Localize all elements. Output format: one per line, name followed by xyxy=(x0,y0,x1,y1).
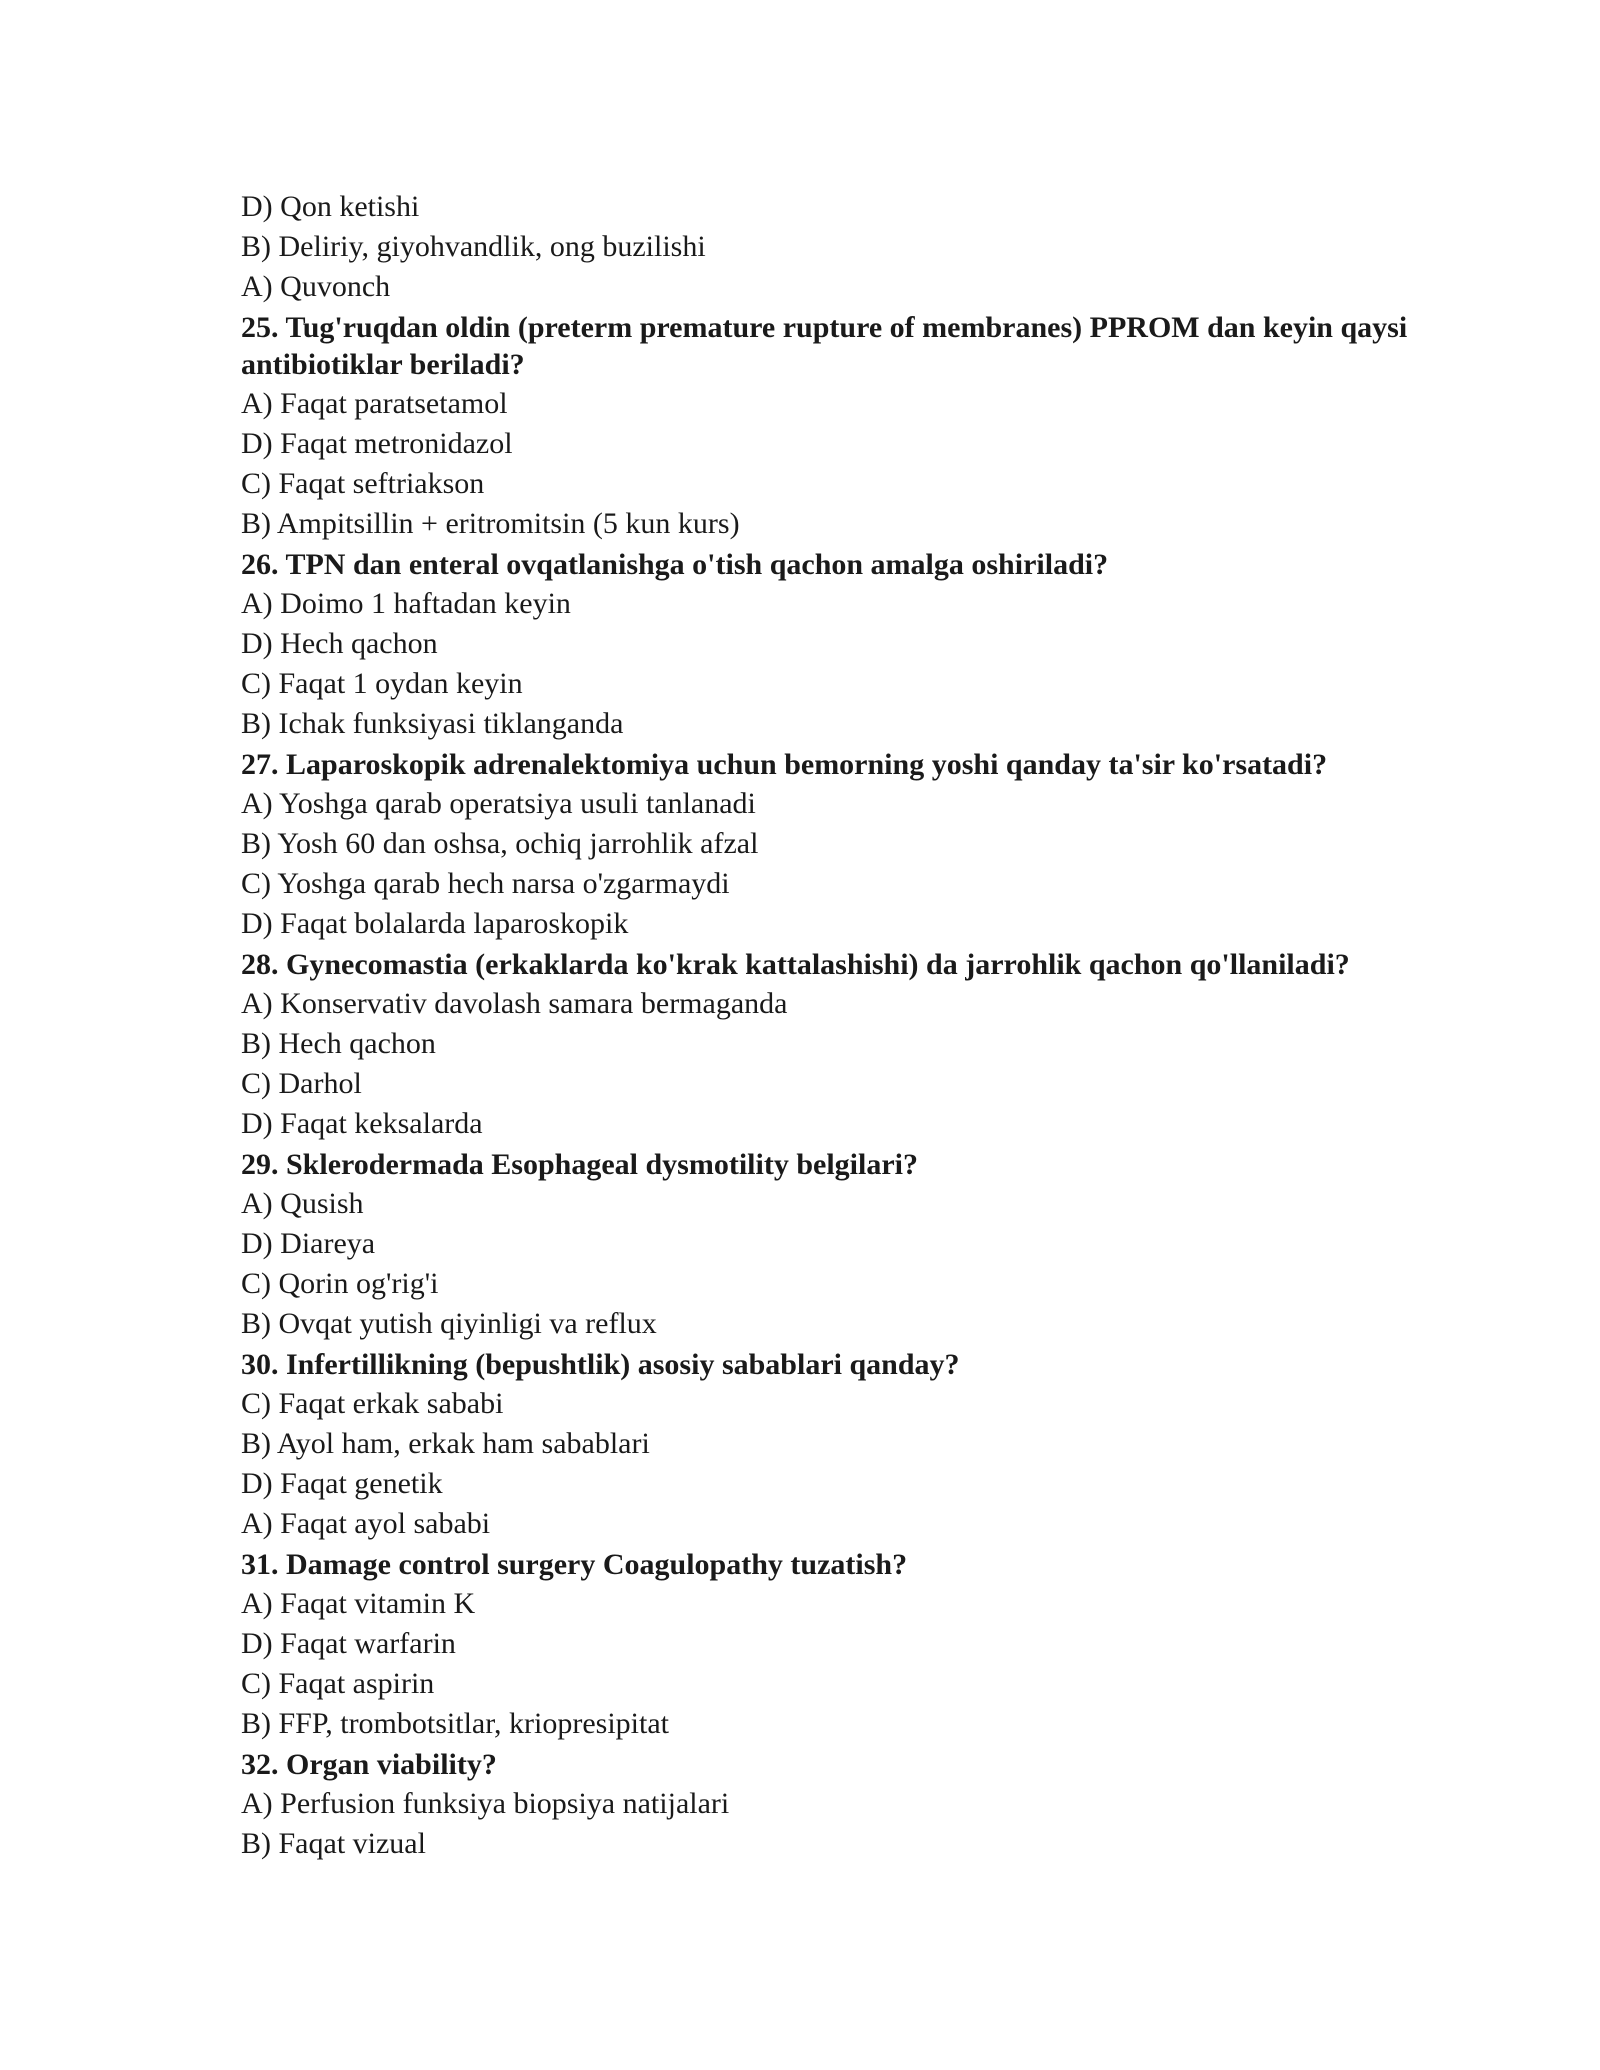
option-line: A) Qusish xyxy=(241,1187,364,1220)
question-heading: 28. Gynecomastia (erkaklarda ko'krak kattalashishi) da jarrohlik qachon qo'llaniladi? xyxy=(241,948,1350,981)
option-line: C) Faqat seftriakson xyxy=(241,467,485,500)
option-line: D) Faqat warfarin xyxy=(241,1627,456,1660)
option-line: B) Ichak funksiyasi tiklanganda xyxy=(241,707,624,740)
option-line: B) Ampitsillin + eritromitsin (5 kun kurs) xyxy=(241,507,740,540)
option-line: D) Diareya xyxy=(241,1227,376,1260)
question-heading: 32. Organ viability? xyxy=(241,1748,497,1781)
question-heading: 25. Tug'ruqdan oldin (preterm premature rupture of membranes) PPROM dan keyin qaysi antibiotiklar beriladi? xyxy=(241,311,1408,381)
question-heading: 31. Damage control surgery Coagulopathy tuzatish? xyxy=(241,1548,908,1581)
option-line: A) Doimo 1 haftadan keyin xyxy=(241,587,571,620)
option-line: A) Yoshga qarab operatsiya usuli tanlanadi xyxy=(241,787,756,820)
option-line: C) Faqat 1 oydan keyin xyxy=(241,667,523,700)
option-line: B) Hech qachon xyxy=(241,1027,436,1060)
option-line: A) Faqat ayol sababi xyxy=(241,1507,491,1540)
option-line: B) Ayol ham, erkak ham sabablari xyxy=(241,1427,650,1460)
option-line: B) FFP, trombotsitlar, kriopresipitat xyxy=(241,1707,669,1740)
option-line: D) Faqat bolalarda laparoskopik xyxy=(241,907,629,940)
option-line: D) Qon ketishi xyxy=(241,190,420,223)
question-heading: 30. Infertillikning (bepushtlik) asosiy sabablari qanday? xyxy=(241,1348,960,1381)
option-line: C) Faqat aspirin xyxy=(241,1667,435,1700)
question-heading: 29. Sklerodermada Esophageal dysmotility belgilari? xyxy=(241,1148,918,1181)
option-line: C) Yoshga qarab hech narsa o'zgarmaydi xyxy=(241,867,730,900)
option-line: C) Qorin og'rig'i xyxy=(241,1267,439,1300)
option-line: C) Darhol xyxy=(241,1067,362,1100)
option-line: A) Faqat paratsetamol xyxy=(241,387,508,420)
question-heading: 27. Laparoskopik adrenalektomiya uchun bemorning yoshi qanday ta'sir ko'rsatadi? xyxy=(241,748,1328,781)
option-line: B) Faqat vizual xyxy=(241,1827,426,1860)
option-line: A) Faqat vitamin K xyxy=(241,1587,476,1620)
option-line: B) Ovqat yutish qiyinligi va reflux xyxy=(241,1307,657,1340)
option-line: D) Hech qachon xyxy=(241,627,438,660)
option-line: B) Deliriy, giyohvandlik, ong buzilishi xyxy=(241,230,706,263)
option-line: D) Faqat metronidazol xyxy=(241,427,513,460)
document-body xyxy=(241,187,1421,1864)
option-line: B) Yosh 60 dan oshsa, ochiq jarrohlik afzal xyxy=(241,827,759,860)
option-line: A) Konservativ davolash samara bermaganda xyxy=(241,987,788,1020)
option-line: D) Faqat keksalarda xyxy=(241,1107,483,1140)
option-line: A) Quvonch xyxy=(241,270,391,303)
option-line: A) Perfusion funksiya biopsiya natijalari xyxy=(241,1787,730,1820)
question-heading: 26. TPN dan enteral ovqatlanishga o'tish qachon amalga oshiriladi? xyxy=(241,548,1109,581)
option-line: D) Faqat genetik xyxy=(241,1467,443,1500)
option-line: C) Faqat erkak sababi xyxy=(241,1387,504,1420)
